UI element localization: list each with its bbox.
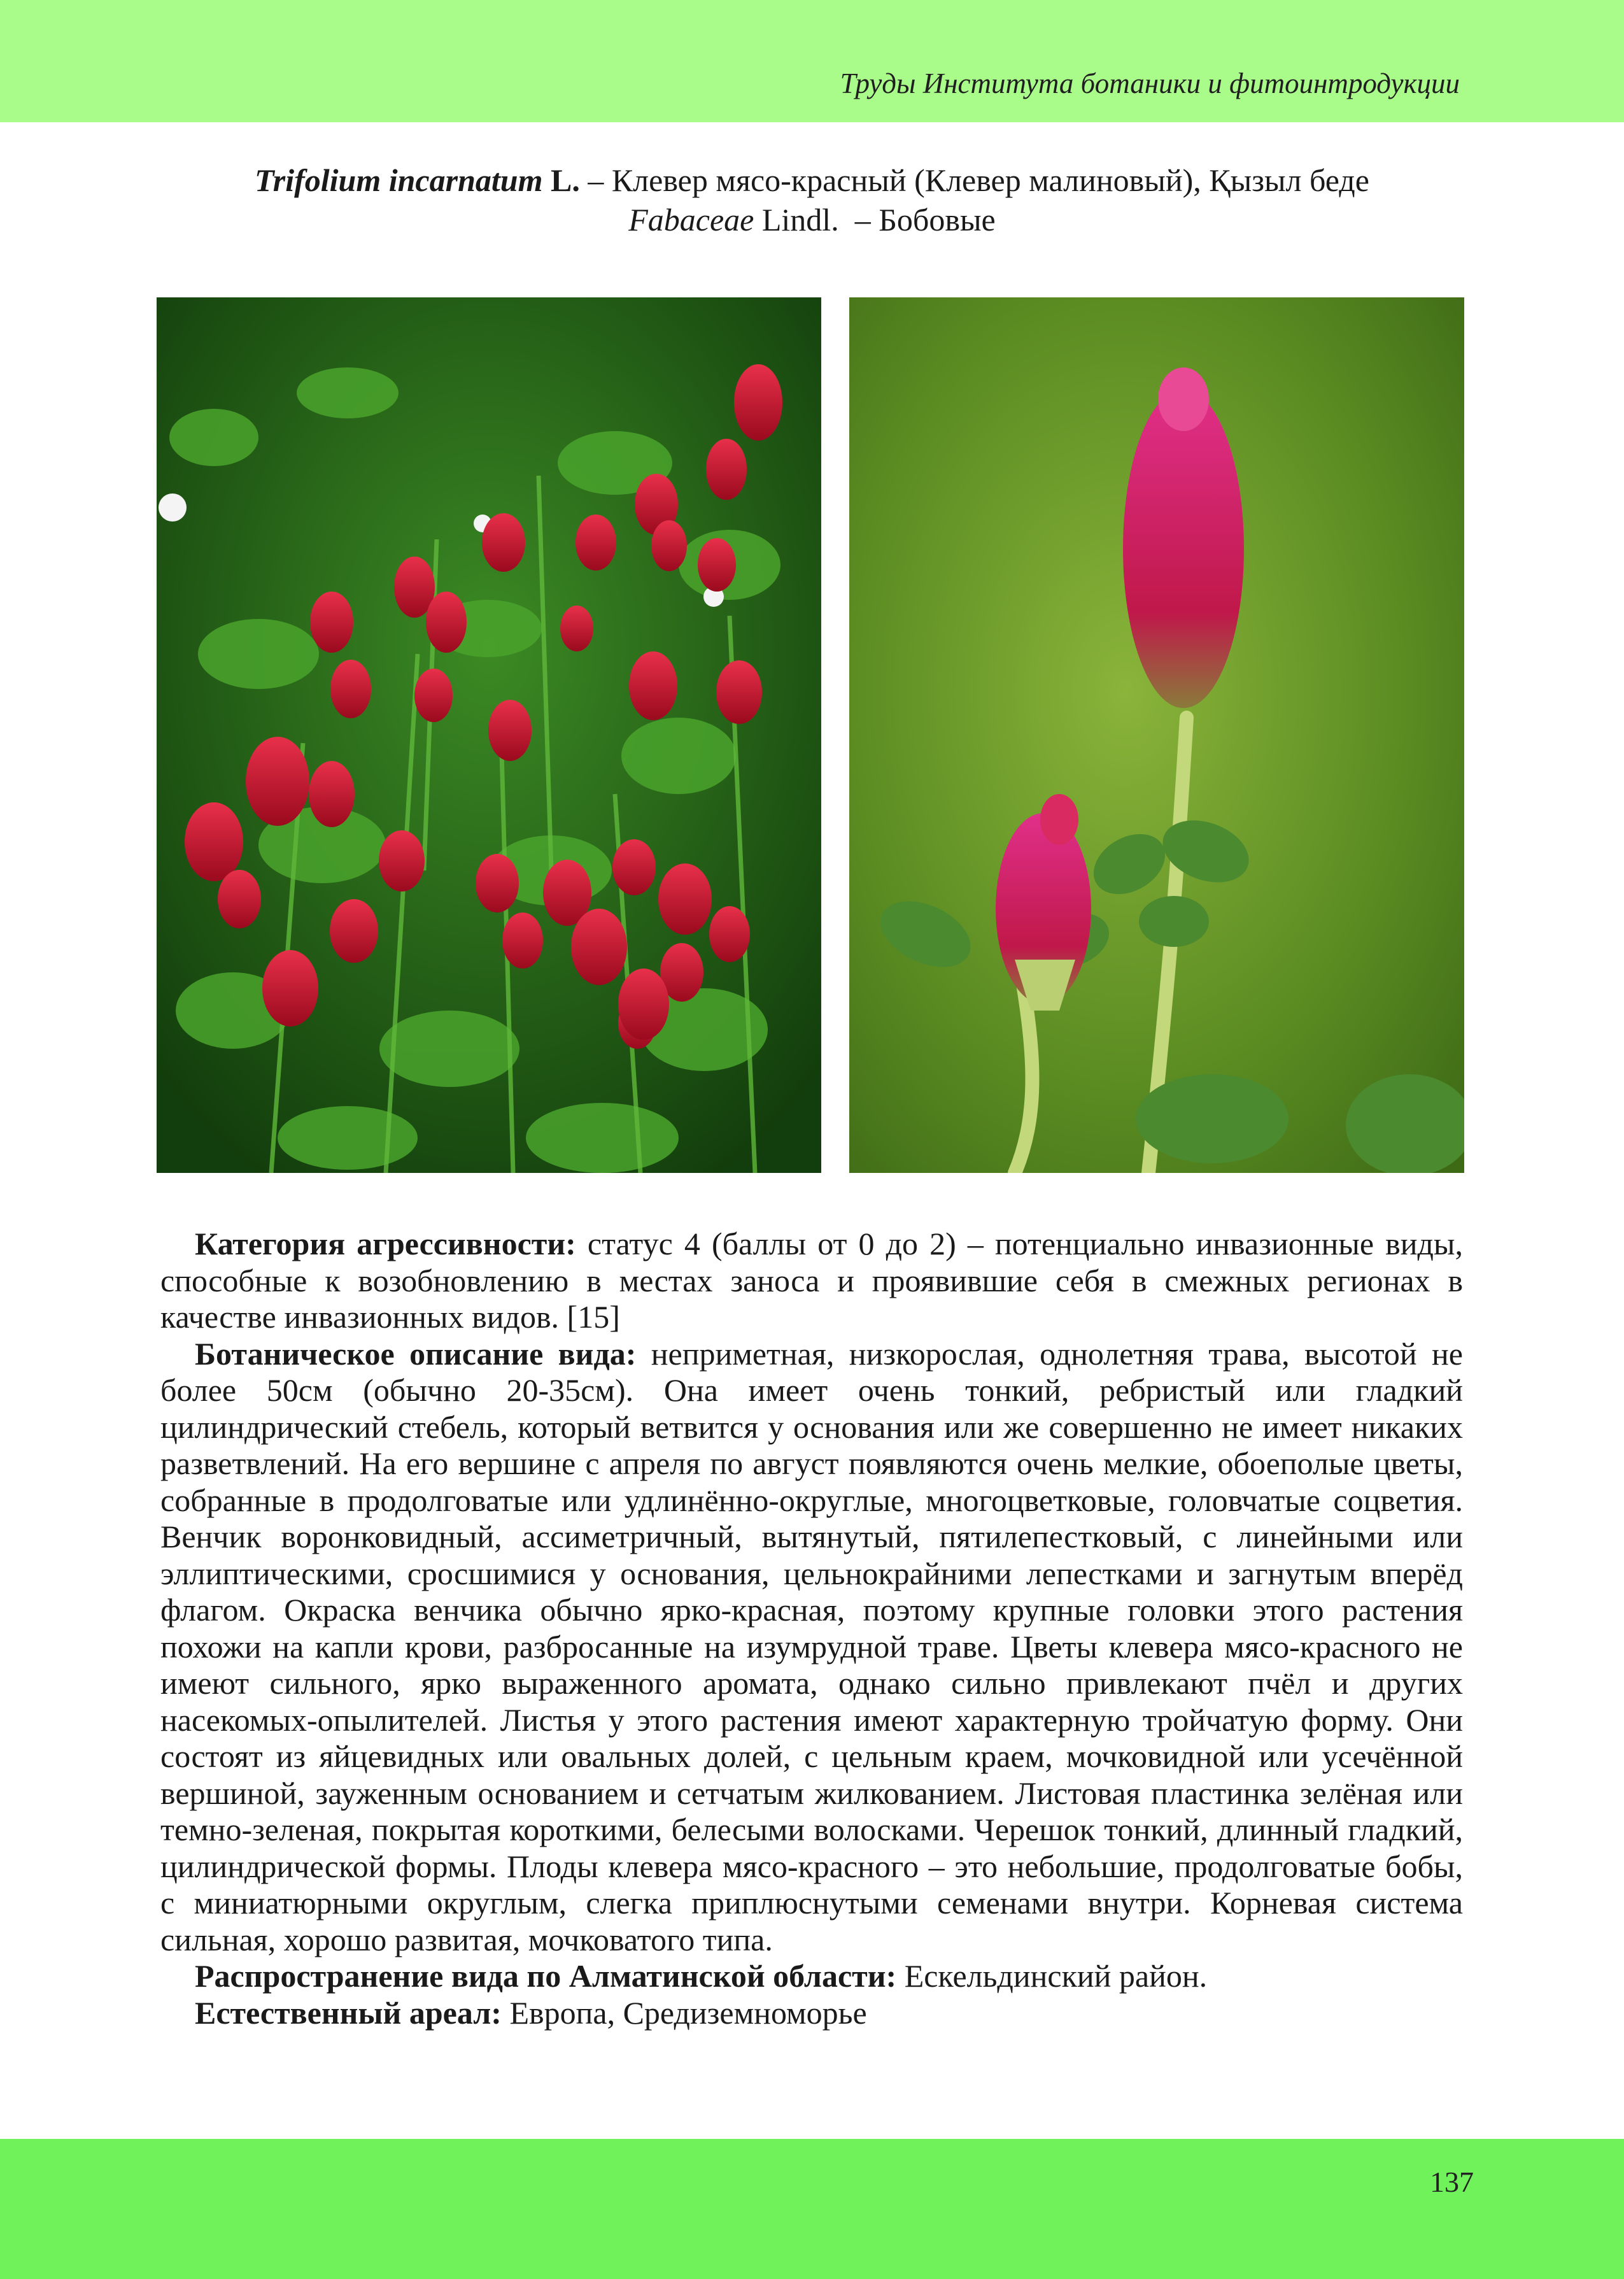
- distribution-label: Распространение вида по Алматинской области:: [195, 1958, 897, 1994]
- clover-closeup-illustration: [849, 297, 1464, 1173]
- aggressiveness-text: статус 4 (баллы от 0 до 2) – потенциально инвазионные виды, способные к возобновлению в местах заноса и проявившие себя в смежных регионах в качестве инвазионных видов. [15]: [160, 1226, 1463, 1335]
- species-title-line: [0, 160, 1624, 200]
- footer-band: [0, 2139, 1624, 2279]
- family-line: [0, 200, 1624, 239]
- native-range-label: Естественный ареал:: [195, 1994, 502, 2031]
- field-of-crimson-clover-photo: [157, 297, 821, 1173]
- header-band: [0, 0, 1624, 122]
- botanical-text: неприметная, низкорослая, однолетняя трава, высотой не более 50см (обычно 20-35см). Она имеет очень тонкий, ребристый или гладкий цилиндрический стебель, который ветвится у основания или же совершенно не имеет никаких разветвлений. На его вершине с апреля по август появляются очень мелкие, обоеполые цветы, собранные в продолговатые или удлинённо-округлые, многоцветковые, головчатые соцветия. Венчик воронковидный, ассиметричный, вытянутый, пятилепестковый, с линейными или эллиптическими, сросшимися у основания, цельнокрайними лепестками и загнутым вперёд флагом. Окраска венчика обычно ярко-красная, поэтому крупные головки этого растения похожи на капли крови, разбросанные на изумрудной траве. Цветы клевера мясо-красного не имеют сильного, ярко выраженного аромата, однако сильно привлекают пчёл и других насекомых-опылителей. Листья у этого растения имеют характерную тройчатую форму. Они состоят из яйцевидных или овальных долей, с цельным краем, мочковидной или усечённой вершиной, зауженным основанием и сетчатым жилкованием. Листовая пластинка зелёная или темно-зеленая, покрытая короткими, белесыми волосками. Черешок тонкий, длинный гладкий, цилиндрической формы. Плоды клевера мясо-красного – это небольшие, продолговатые бобы, с миниатюрными округлым, слегка приплюснутыми семенами внутри. Корневая система сильная, хорошо развитая, мочковатого типа.: [160, 1335, 1463, 1957]
- distribution-text: Ескельдинский район.: [896, 1958, 1208, 1994]
- botanical-label: Ботаническое описание вида:: [195, 1335, 637, 1372]
- page-number: 137: [1430, 2166, 1474, 2198]
- clover-field-illustration: [157, 297, 821, 1173]
- distribution-paragraph: [160, 1958, 1463, 1995]
- native-range-text: Европа, Средиземноморье: [501, 1994, 867, 2031]
- aggressiveness-paragraph: [160, 1226, 1463, 1336]
- botanical-paragraph: [160, 1336, 1463, 1959]
- family-ru: – Бобовые: [854, 202, 996, 238]
- latin-name: Trifolium incarnatum: [255, 162, 543, 198]
- common-names: – Клевер мясо-красный (Клевер малиновый), Қызыл беде: [588, 162, 1369, 198]
- aggressiveness-label: Категория агрессивности:: [195, 1226, 576, 1261]
- species-description: [160, 1226, 1463, 2031]
- journal-title: Труды Института ботаники и фитоинтродукции: [840, 67, 1460, 99]
- native-range-paragraph: [160, 1995, 1463, 2032]
- single-clover-flower-closeup-photo: [849, 297, 1464, 1173]
- family-author: Lindl.: [761, 202, 839, 238]
- family-latin: Fabaceae: [628, 202, 754, 238]
- species-header: [0, 160, 1624, 239]
- species-author: L.: [550, 162, 580, 198]
